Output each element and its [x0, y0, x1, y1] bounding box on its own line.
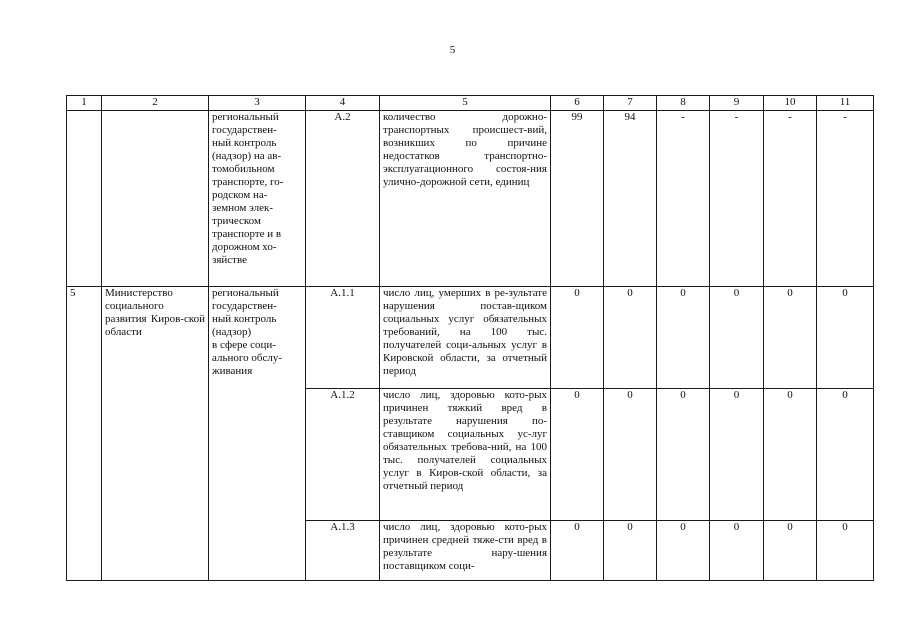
value-cell: 99: [551, 111, 604, 287]
value-cell: 0: [764, 389, 817, 521]
value-cell: 0: [817, 521, 874, 581]
indicator-code-cell: А.2: [306, 111, 380, 287]
indicator-code-cell: А.1.3: [306, 521, 380, 581]
column-header: 6: [551, 96, 604, 111]
value-cell: 0: [657, 389, 710, 521]
indicator-description-cell: число лиц, умерших в ре-зультате нарушения постав-щиком социальных услуг обязательных требований, на 100 тыс. получателей соци-альных услуг в Кировской области, за отчетный период: [380, 287, 551, 389]
value-cell: -: [657, 111, 710, 287]
indicator-table: [66, 95, 874, 581]
value-cell: 0: [710, 287, 764, 389]
column-header: 10: [764, 96, 817, 111]
indicator-description-cell: число лиц, здоровью кото-рых причинен тяжкий вред в результате нарушения по-ставщиком социальных ус-луг обязательных требова-ний, на 100 тыс. получателей социальных услуг в Киров-ской области, за отчетный период: [380, 389, 551, 521]
value-cell: 0: [551, 287, 604, 389]
value-cell: 0: [710, 389, 764, 521]
row-number-cell: [67, 111, 102, 287]
control-type-cell: региональный государствен- ный контроль (надзор) на ав- томобильном транспорте, го- родском на- земном элек- трическом транспорте и в дорожном хо- зяйстве: [209, 111, 306, 287]
indicator-code-cell: А.1.2: [306, 389, 380, 521]
organization-cell: [102, 111, 209, 287]
value-cell: 0: [551, 389, 604, 521]
column-header: 9: [710, 96, 764, 111]
indicator-code-cell: А.1.1: [306, 287, 380, 389]
column-header: 8: [657, 96, 710, 111]
value-cell: 0: [604, 521, 657, 581]
column-header: 3: [209, 96, 306, 111]
column-header: 5: [380, 96, 551, 111]
column-header: 7: [604, 96, 657, 111]
value-cell: 0: [604, 389, 657, 521]
value-cell: 0: [817, 389, 874, 521]
organization-cell: Министерство социального развития Киров-ской области: [102, 287, 209, 581]
column-header: 2: [102, 96, 209, 111]
row-number-cell: 5: [67, 287, 102, 581]
value-cell: 0: [764, 521, 817, 581]
indicator-description-cell: количество дорожно-транспортных происшест-вий, возникших по причине недостатков транспортно-эксплуатационного состоя-ния улично-дорожной сети, единиц: [380, 111, 551, 287]
value-cell: -: [710, 111, 764, 287]
value-cell: 0: [551, 521, 604, 581]
page-number: 5: [449, 44, 456, 56]
value-cell: -: [764, 111, 817, 287]
value-cell: 0: [764, 287, 817, 389]
value-cell: 0: [817, 287, 874, 389]
value-cell: 0: [710, 521, 764, 581]
value-cell: 0: [604, 287, 657, 389]
indicator-description-cell: число лиц, здоровью кото-рых причинен средней тяже-сти вред в результате нару-шения поставщиком соци-: [380, 521, 551, 581]
value-cell: 0: [657, 287, 710, 389]
column-header: 11: [817, 96, 874, 111]
value-cell: 94: [604, 111, 657, 287]
value-cell: -: [817, 111, 874, 287]
table-row: [67, 287, 874, 389]
column-number-row: [67, 96, 874, 111]
value-cell: 0: [657, 521, 710, 581]
table-row: [67, 111, 874, 287]
control-type-cell: региональный государствен- ный контроль (надзор) в сфере соци- ального обслу- живания: [209, 287, 306, 581]
column-header: 4: [306, 96, 380, 111]
column-header: 1: [67, 96, 102, 111]
